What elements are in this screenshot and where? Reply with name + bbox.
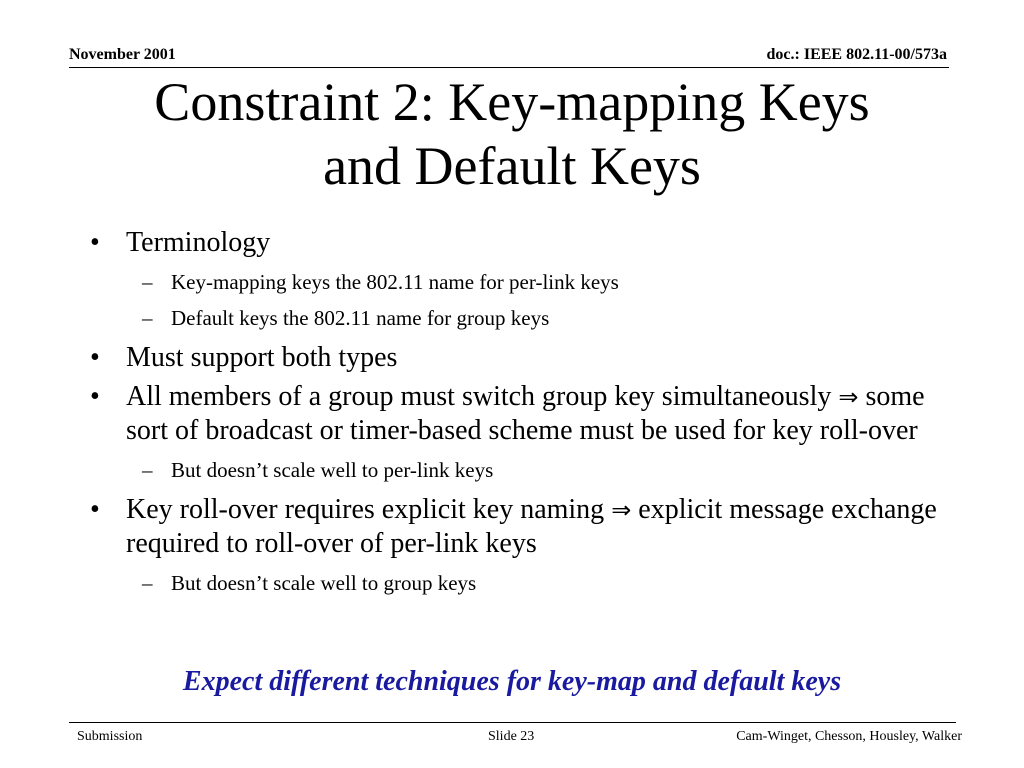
dash-icon: – <box>142 458 153 482</box>
header-doc-id: doc.: IEEE 802.11-00/573a <box>766 46 947 63</box>
bullet-text-after: explicit message exchange required to roll-over of per-link keys <box>126 494 937 559</box>
slide-title-line-2: and Default Keys <box>323 136 701 196</box>
footer-divider <box>69 722 956 723</box>
implies-arrow-icon: ⇒ <box>611 496 632 524</box>
dash-icon: – <box>142 306 153 330</box>
bullet-icon: • <box>90 381 100 412</box>
sub-bullet-text: But doesn’t scale well to group keys <box>171 571 477 595</box>
footer-submission: Submission <box>77 729 143 744</box>
dash-icon: – <box>142 571 153 595</box>
bullet-icon: • <box>90 342 100 373</box>
sub-bullet-item <box>90 305 950 332</box>
bullet-text: Must support both types <box>126 342 398 373</box>
bullet-list <box>90 226 950 597</box>
bullet-item-key-naming <box>90 493 950 561</box>
footer-authors: Cam-Winget, Chesson, Housley, Walker <box>736 729 962 744</box>
sub-bullet-text: Key-mapping keys the 802.11 name for per-link keys <box>171 270 619 294</box>
bullet-text: Terminology <box>126 227 271 258</box>
sub-bullet-item <box>90 457 950 484</box>
bullet-item-terminology <box>90 226 950 260</box>
bullet-text-before: All members of a group must switch group key simultaneously <box>126 381 832 412</box>
bullet-item-group-switch <box>90 380 950 448</box>
footer-slide-number: Slide 23 <box>488 729 535 744</box>
bullet-icon: • <box>90 227 100 258</box>
bullet-item-support <box>90 341 950 375</box>
sub-bullet-text: Default keys the 802.11 name for group keys <box>171 306 550 330</box>
sub-bullet-item <box>90 570 950 597</box>
bullet-icon: • <box>90 494 100 525</box>
header-date: November 2001 <box>69 46 176 63</box>
implies-arrow-icon: ⇒ <box>838 383 859 411</box>
slide-title <box>0 70 1024 198</box>
bullet-text-before: Key roll-over requires explicit key naming <box>126 494 605 525</box>
header-divider <box>69 67 949 68</box>
sub-bullet-text: But doesn’t scale well to per-link keys <box>171 458 494 482</box>
emphasis-conclusion: Expect different techniques for key-map and default keys <box>182 666 842 697</box>
bullet-text-after: some sort of broadcast or timer-based scheme must be used for key roll-over <box>126 381 925 446</box>
slide-title-line-1: Constraint 2: Key-mapping Keys <box>154 72 870 132</box>
sub-bullet-item <box>90 269 950 296</box>
dash-icon: – <box>142 270 153 294</box>
